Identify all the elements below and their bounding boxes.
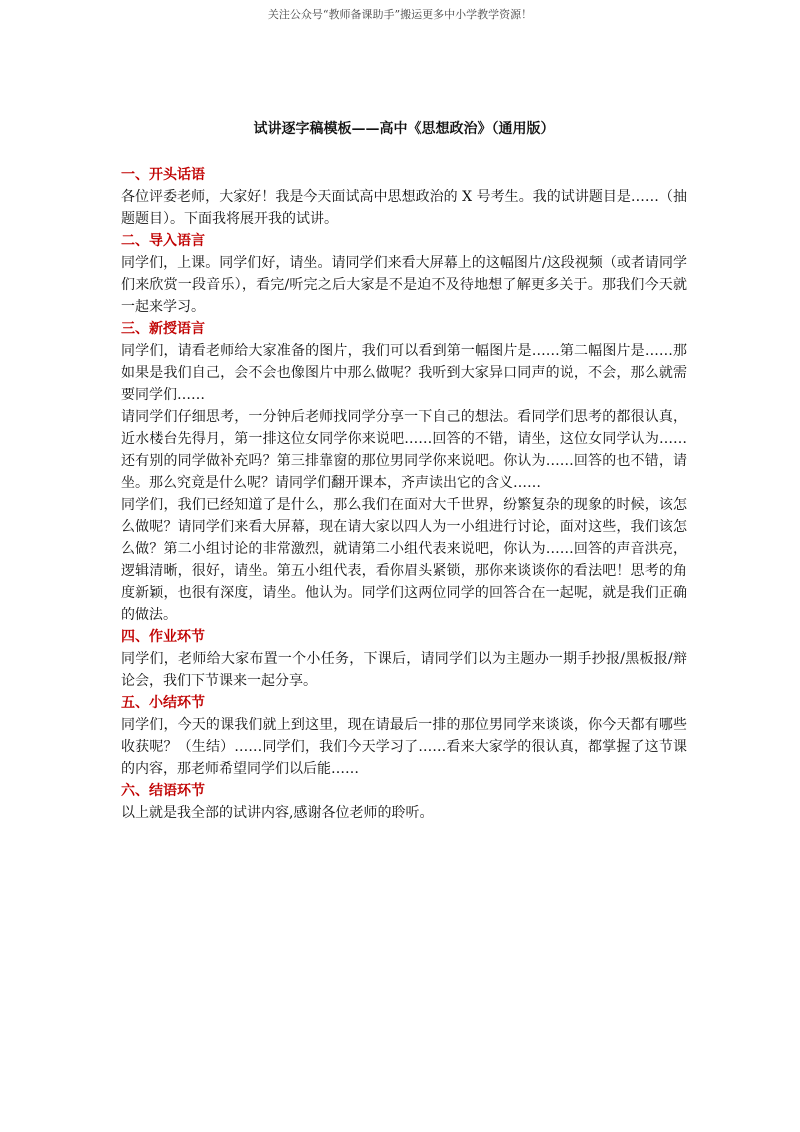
section-paragraph: 同学们，请看老师给大家准备的图片，我们可以看到第一幅图片是……第二幅图片是……那如果是我们自己，会不会也像图片中那么做呢？我听到大家异口同声的说，不会，那么就需要同学们…… (121, 343, 687, 403)
section-heading: 一、开头话语 (121, 167, 205, 183)
section-paragraph: 同学们，今天的课我们就上到这里，现在请最后一排的那位男同学来谈谈，你今天都有哪些收获呢？（生结）……同学们，我们今天学习了……看来大家学的很认真，都掌握了这节课的内容，那老师希望同学们以后能…… (121, 717, 687, 777)
section-paragraph: 请同学们仔细思考，一分钟后老师找同学分享一下自己的想法。看同学们思考的都很认真，近水楼台先得月，第一排这位女同学你来说吧……回答的不错，请坐，这位女同学认为……还有别的同学做补充吗？第三排靠窗的那位男同学你来说吧。你认为……回答的也不错，请坐。那么究竟是什么呢？请同学们翻开课本，齐声读出它的含义…… (121, 409, 687, 491)
document-title: 试讲逐字稿模板——高中《思想政治》（通用版） (253, 121, 555, 137)
section-paragraph: 同学们，上课。同学们好，请坐。请同学们来看大屏幕上的这幅图片/这段视频（或者请同学们来欣赏一段音乐），看完/听完之后大家是不是迫不及待地想了解更多关于。那我们今天就一起来学习。 (121, 255, 687, 315)
section-paragraph: 同学们，老师给大家布置一个小任务，下课后，请同学们以为主题办一期手抄报/黑板报/辩论会，我们下节课来一起分享。 (121, 651, 687, 689)
section-paragraph: 以上就是我全部的试讲内容,感谢各位老师的聆听。 (121, 805, 434, 821)
section-heading: 五、小结环节 (121, 695, 205, 711)
section-closing (121, 780, 687, 824)
section-heading: 二、导入语言 (121, 233, 205, 249)
header-note: 关注公众号“教师备课助手”搬运更多中小学教学资源！ (267, 8, 533, 21)
section-heading: 六、结语环节 (121, 783, 205, 799)
section-paragraph: 各位评委老师，大家好！我是今天面试高中思想政治的 X 号考生。我的试讲题目是……（抽题题目）。下面我将展开我的试讲。 (121, 189, 687, 227)
section-paragraph: 同学们，我们已经知道了是什么，那么我们在面对大千世界，纷繁复杂的现象的时候，该怎么做呢？请同学们来看大屏幕，现在请大家以四人为一小组进行讨论，面对这些，我们该怎么做？第二小组讨论的非常激烈，就请第二小组代表来说吧，你认为……回答的声音洪亮，逻辑清晰，很好，请坐。第五小组代表，看你眉头紧锁，那你来谈谈你的看法吧！思考的角度新颖，也很有深度，请坐。他认为。同学们这两位同学的回答合在一起呢，就是我们正确的做法。 (121, 497, 687, 623)
section-introduction (121, 230, 687, 318)
section-homework (121, 626, 687, 692)
section-heading: 四、作业环节 (121, 629, 205, 645)
section-new-teaching (121, 318, 687, 626)
section-heading: 三、新授语言 (121, 321, 205, 337)
section-opening (121, 164, 687, 230)
section-summary (121, 692, 687, 780)
document-body (121, 118, 687, 824)
